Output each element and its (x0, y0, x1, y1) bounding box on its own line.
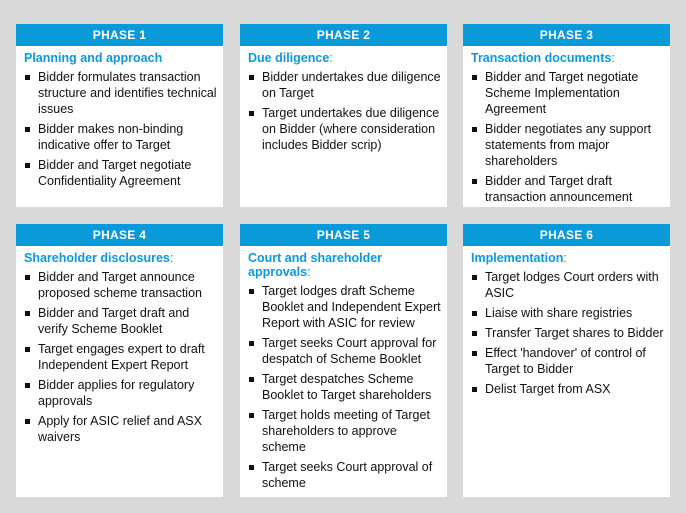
list-item (248, 407, 441, 455)
phase-title-suffix: : (169, 251, 174, 265)
phase-title-text: Planning and approach (24, 51, 163, 65)
list-item-text: Bidder and Target draft transaction announcement (485, 174, 633, 204)
phase-4-list (16, 269, 223, 445)
phase-title (24, 51, 223, 65)
list-item (24, 269, 217, 301)
list-item-text: Bidder negotiates any support statements from major shareholders (485, 122, 652, 168)
phase-5-panel (240, 224, 447, 497)
list-item (24, 413, 217, 445)
list-item-text: Bidder and Target announce proposed scheme transaction (38, 270, 202, 300)
phase-6-panel (463, 224, 670, 497)
phase-1-panel (16, 24, 223, 207)
phase-title (248, 251, 447, 279)
list-item-text: Bidder and Target draft and verify Scheme Booklet (38, 306, 190, 336)
phase-title (248, 51, 447, 65)
phase-2-panel (240, 24, 447, 207)
phase-title (471, 251, 670, 265)
list-item (24, 157, 217, 189)
phase-header: PHASE 5 (240, 224, 447, 246)
bullet-icon (472, 311, 477, 316)
list-item-text: Delist Target from ASX (485, 382, 611, 396)
phase-title (471, 51, 670, 65)
list-item-text: Target lodges Court orders with ASIC (485, 270, 659, 300)
phase-title (24, 251, 223, 265)
phase-title-text: Due diligence (248, 51, 330, 65)
list-item (471, 345, 664, 377)
bullet-icon (25, 419, 30, 424)
list-item (24, 69, 217, 117)
phase-title-suffix: : (563, 251, 567, 265)
list-item (248, 283, 441, 331)
phase-1-list (16, 69, 223, 189)
phase-5-list (240, 283, 447, 491)
list-item-text: Bidder and Target negotiate Confidentiality Agreement (38, 158, 192, 188)
list-item (248, 371, 441, 403)
phase-header: PHASE 3 (463, 24, 670, 46)
bullet-icon (249, 341, 254, 346)
phase-4-panel (16, 224, 223, 497)
list-item-text: Bidder makes non-binding indicative offer to Target (38, 122, 184, 152)
bullet-icon (472, 351, 477, 356)
bullet-icon (472, 179, 477, 184)
list-item (24, 121, 217, 153)
phase-header: PHASE 2 (240, 24, 447, 46)
bullet-icon (472, 127, 477, 132)
phase-6-list (463, 269, 670, 397)
phase-header: PHASE 6 (463, 224, 670, 246)
list-item-text: Bidder formulates transaction structure and identifies technical issues (38, 70, 217, 116)
list-item (471, 381, 664, 397)
bullet-icon (25, 75, 30, 80)
list-item-text: Target undertakes due diligence on Bidder (where consideration includes Bidder scrip) (262, 106, 440, 152)
list-item (248, 335, 441, 367)
list-item (471, 325, 664, 341)
list-item-text: Target holds meeting of Target shareholders to approve scheme (262, 408, 430, 454)
list-item (24, 305, 217, 337)
bullet-icon (25, 347, 30, 352)
phase-title-text: Shareholder disclosures (24, 251, 170, 265)
list-item (471, 121, 664, 169)
bullet-icon (249, 465, 254, 470)
phase-3-list (463, 69, 670, 205)
list-item (248, 105, 441, 153)
list-item-text: Bidder applies for regulatory approvals (38, 378, 195, 408)
list-item (471, 269, 664, 301)
phase-3-panel (463, 24, 670, 207)
bullet-icon (25, 163, 30, 168)
list-item (471, 305, 664, 321)
list-item-text: Target despatches Scheme Booklet to Target shareholders (262, 372, 432, 402)
bullet-icon (472, 275, 477, 280)
list-item (24, 377, 217, 409)
bullet-icon (472, 75, 477, 80)
phase-title-suffix: : (329, 51, 333, 65)
list-item-text: Transfer Target shares to Bidder (485, 326, 664, 340)
phase-title-text: Court and shareholder approvals (248, 251, 383, 279)
phase-title-suffix: : (611, 51, 615, 65)
list-item (248, 69, 441, 101)
list-item-text: Target lodges draft Scheme Booklet and Independent Expert Report with ASIC for review (262, 284, 441, 330)
phase-title-text: Transaction documents (471, 51, 612, 65)
bullet-icon (472, 387, 477, 392)
bullet-icon (25, 127, 30, 132)
list-item-text: Target seeks Court approval of scheme (262, 460, 433, 490)
list-item-text: Bidder undertakes due diligence on Target (262, 70, 441, 100)
bullet-icon (25, 275, 30, 280)
list-item-text: Liaise with share registries (485, 306, 633, 320)
list-item-text: Apply for ASIC relief and ASX waivers (38, 414, 202, 444)
phase-header: PHASE 1 (16, 24, 223, 46)
list-item-text: Bidder and Target negotiate Scheme Implementation Agreement (485, 70, 639, 116)
list-item (471, 69, 664, 117)
list-item (471, 173, 664, 205)
list-item-text: Target seeks Court approval for despatch of Scheme Booklet (262, 336, 437, 366)
bullet-icon (249, 289, 254, 294)
bullet-icon (249, 75, 254, 80)
bullet-icon (249, 377, 254, 382)
bullet-icon (25, 383, 30, 388)
list-item (248, 459, 441, 491)
bullet-icon (25, 311, 30, 316)
phase-header: PHASE 4 (16, 224, 223, 246)
list-item-text: Effect 'handover' of control of Target to Bidder (485, 346, 646, 376)
bullet-icon (249, 111, 254, 116)
phase-2-list (240, 69, 447, 153)
list-item (24, 341, 217, 373)
phase-title-text: Implementation (471, 251, 564, 265)
list-item-text: Target engages expert to draft Independent Expert Report (38, 342, 205, 372)
bullet-icon (249, 413, 254, 418)
bullet-icon (472, 331, 477, 336)
phase-title-suffix: : (307, 265, 311, 279)
